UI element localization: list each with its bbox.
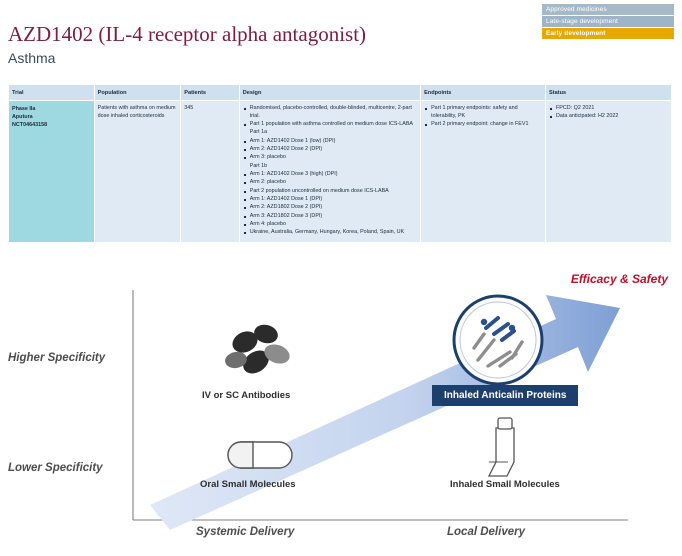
column-header-trial: Trial <box>9 85 95 101</box>
anticalin-protein-icon <box>454 296 542 384</box>
trial-name: Aputura <box>12 114 33 121</box>
list-item: Part 1 primary endpoints: safety and tolerability, PK <box>424 105 542 121</box>
list-item: FPCD: Q2 2021 <box>549 105 668 113</box>
legend-item-late-stage: Late-stage development <box>542 16 674 27</box>
list-item: Arm 3: AZD1802 Dose 3 (DPI) <box>243 213 417 221</box>
x-axis-label-local: Local Delivery <box>447 526 525 538</box>
page-subtitle: Asthma <box>8 50 56 66</box>
list-item: Arm 4: placebo <box>243 221 417 229</box>
list-item: Ukraine, Australia, Germany, Hungary, Korea, Poland, Spain, UK <box>243 229 417 237</box>
arrow-label-efficacy-safety: Efficacy & Safety <box>570 272 668 286</box>
node-label-antibodies: IV or SC Antibodies <box>202 390 291 401</box>
list-item: Part 2 primary endpoint: change in FEV1 <box>424 121 542 129</box>
status-list <box>549 105 668 121</box>
efficacy-safety-arrow <box>150 295 620 530</box>
cell-endpoints <box>421 101 546 243</box>
list-item: Arm 1: AZD1402 Dose 1 (DPI) <box>243 196 417 204</box>
trial-registry-id: NCT04643158 <box>12 122 48 129</box>
oral-small-molecule-icon <box>228 442 292 468</box>
cell-status <box>546 101 672 243</box>
antibody-icon <box>224 322 293 378</box>
specificity-delivery-figure <box>0 262 682 556</box>
legend-item-approved: Approved medicines <box>542 4 674 15</box>
list-item: Data anticipated: H2 2022 <box>549 113 668 121</box>
list-item: Part 1b <box>249 162 268 169</box>
list-item: Part 2 population uncontrolled on medium dose ICS-LABA <box>243 188 417 196</box>
list-item: Arm 2: AZD1802 Dose 2 (DPI) <box>243 204 417 212</box>
column-header-population: Population <box>94 85 181 101</box>
cell-population: Patients with asthma on medium dose inhaled corticosteroids <box>94 101 181 243</box>
status-legend <box>542 4 674 40</box>
list-item: Arm 2: AZD1402 Dose 2 (DPI) <box>243 146 417 154</box>
x-axis-label-systemic: Systemic Delivery <box>196 526 295 538</box>
legend-item-early-development: Early development <box>542 28 674 39</box>
list-item: Arm 2: placebo <box>243 179 417 187</box>
figure-graphics <box>0 262 682 556</box>
column-header-endpoints: Endpoints <box>421 85 546 101</box>
node-label-inhaled-small-molecules: Inhaled Small Molecules <box>450 479 560 490</box>
column-header-patients: Patients <box>181 85 239 101</box>
list-item: Part 1a <box>249 129 268 136</box>
inhaler-icon <box>489 418 514 476</box>
table-row <box>9 101 672 243</box>
list-item: Arm 3: placebo <box>243 154 417 162</box>
list-item: Part 1 population with asthma controlled on medium dose ICS-LABA <box>243 121 417 129</box>
endpoints-list <box>424 105 542 129</box>
table-header-row <box>9 85 672 101</box>
cell-design <box>239 101 420 243</box>
cell-patients: 345 <box>181 101 239 243</box>
y-axis-label-high: Higher Specificity <box>8 352 106 364</box>
y-axis-label-low: Lower Specificity <box>8 462 103 474</box>
node-label-inhaled-anticalin-proteins: Inhaled Anticalin Proteins <box>432 385 578 406</box>
list-item: Arm 1: AZD1402 Dose 1 (low) (DPI) <box>243 138 417 146</box>
trial-table <box>8 84 672 243</box>
trial-phase: Phase IIa <box>12 106 36 112</box>
design-list <box>243 105 417 237</box>
list-item: Randomised, placebo-controlled, double-blinded, multicentre, 2-part trial. <box>243 105 417 121</box>
page-title: AZD1402 (IL-4 receptor alpha antagonist) <box>8 22 367 46</box>
column-header-status: Status <box>546 85 672 101</box>
column-header-design: Design <box>239 85 420 101</box>
node-label-oral-small-molecules: Oral Small Molecules <box>200 479 296 490</box>
cell-trial <box>9 101 95 243</box>
list-item: Arm 1: AZD1402 Dose 3 (high) (DPI) <box>243 171 417 179</box>
